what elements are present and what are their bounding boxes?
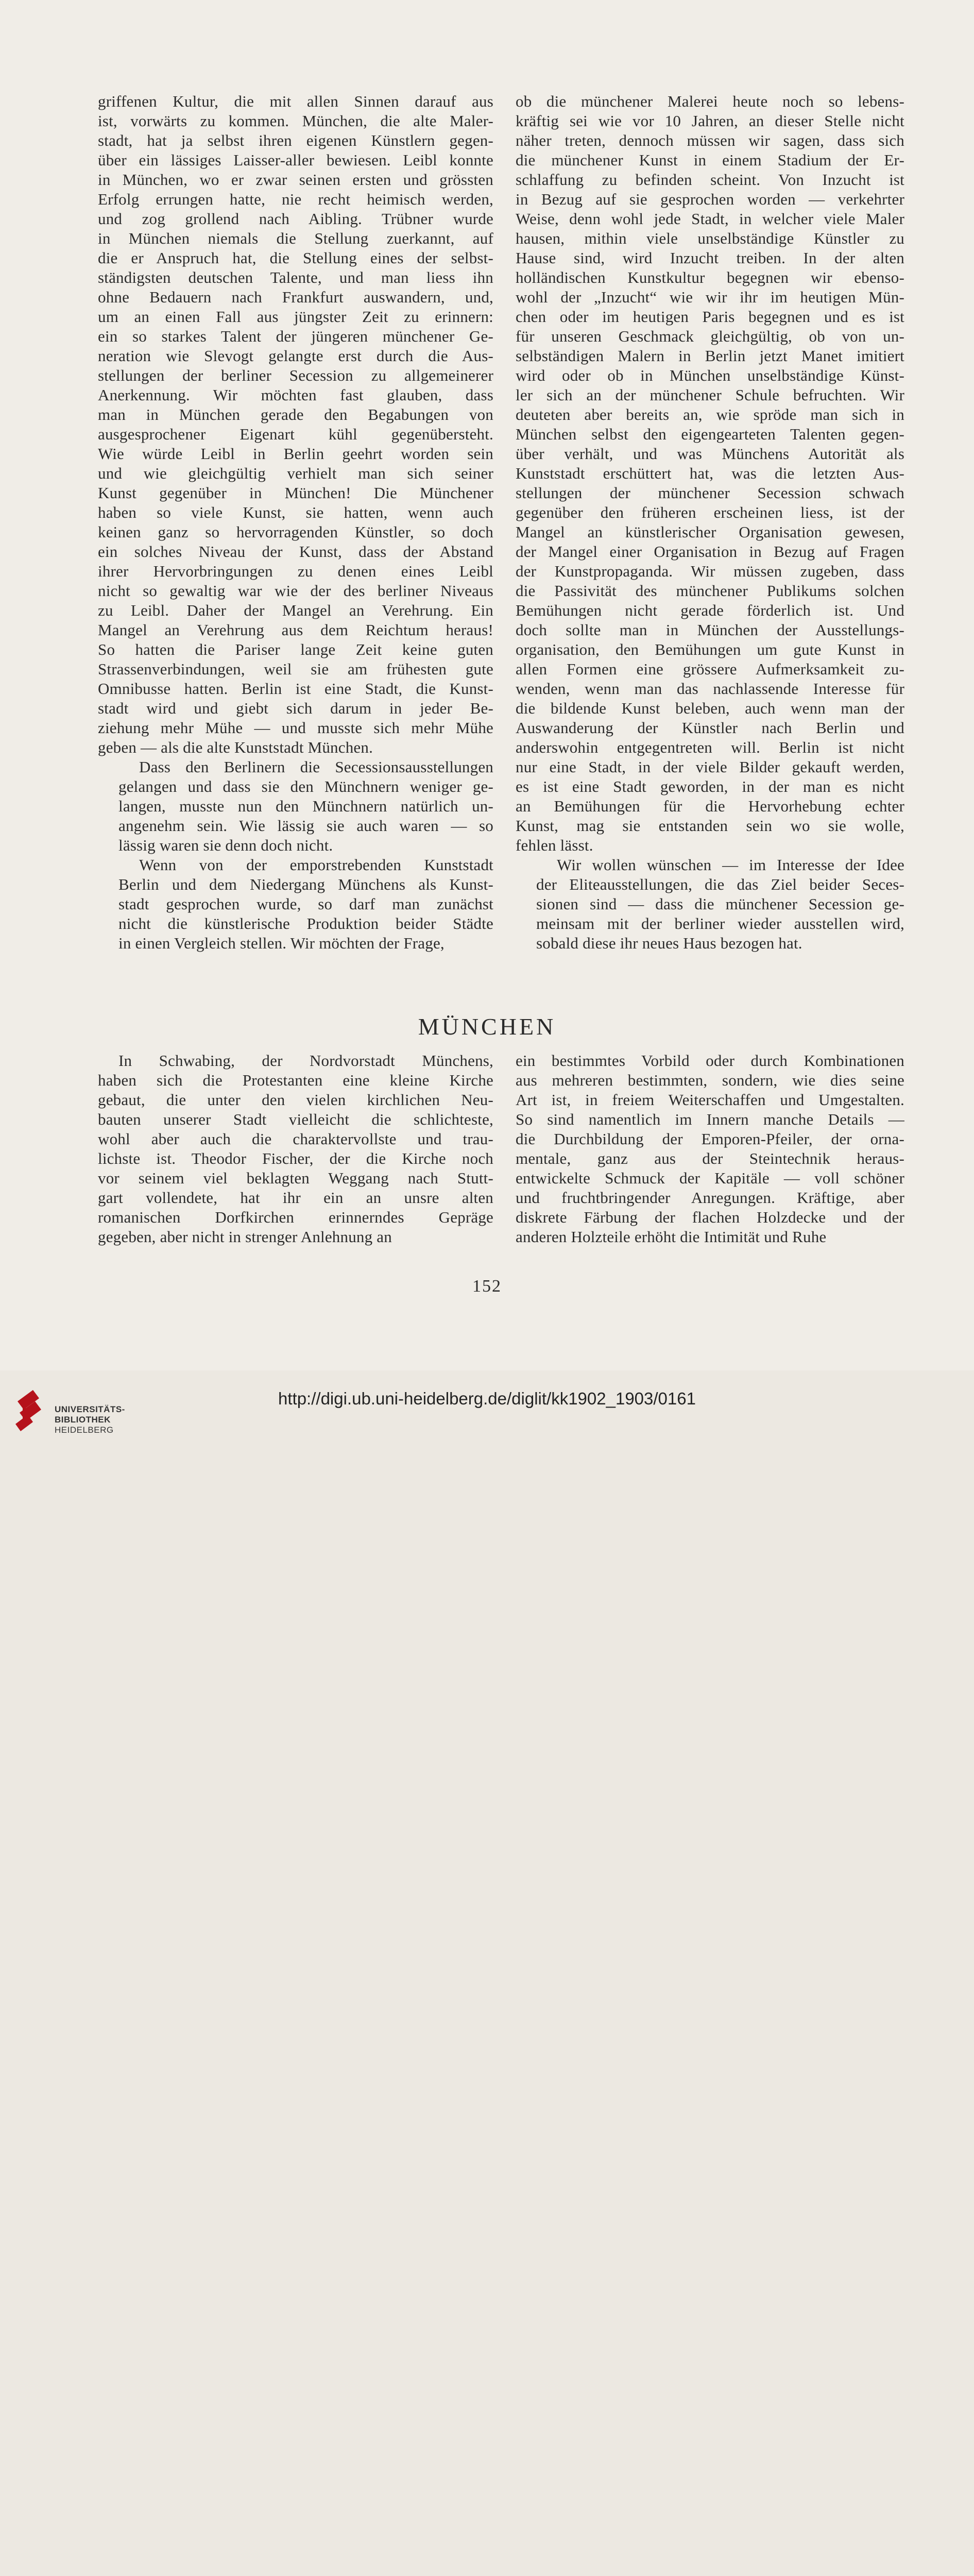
article-top-right-column [516,92,904,953]
text-line: ständigsten deutschen Talente, und man liess ihn [98,268,493,286]
text-line: wohl aber auch die charaktervollste und trau- [98,1130,493,1148]
text-line: der Mangel einer Organisation in Bezug auf Fragen [516,543,904,561]
library-name-line2: BIBLIOTHEK [55,1415,111,1425]
text-line: fehlen lässt. [516,836,593,854]
text-line: der Eliteausstellungen, die das Ziel beider Seces- [536,875,904,893]
paragraph [516,1051,904,1247]
permalink-url[interactable]: http://digi.ub.uni-heidelberg.de/diglit/kk1902_1903/0161 [278,1389,696,1408]
text-line: man in München gerade den Begabungen von [98,405,493,423]
text-line: ohne Bedauern nach Frankfurt auswandern, und, [98,288,493,306]
text-line: meinsam mit der berliner wieder ausstellen wird, [536,914,904,933]
text-line: die bildende Kunst beleben, auch wenn man der [516,699,904,717]
text-line: lichste ist. Theodor Fischer, der die Kirche noch [98,1149,493,1167]
text-line: Omnibusse hatten. Berlin ist eine Stadt, die Kunst- [98,680,493,698]
text-line: Auswanderung der Künstler nach Berlin und [516,719,904,737]
text-line: aus mehreren bestimmten, sondern, wie dies seine [516,1071,904,1089]
text-line: In Schwabing, der Nordvorstadt Münchens, [118,1052,493,1070]
text-line: Mangel an Verehrung aus dem Reichtum heraus! [98,621,493,639]
text-line: ist, vorwärts zu kommen. München, die alte Maler- [98,112,493,130]
text-line: bauten unserer Stadt vielleicht die schlichteste, [98,1110,493,1128]
text-line: gart vollendete, hat ihr ein an unsre alten [98,1189,493,1207]
text-line: Dass den Berlinern die Secessionsausstellungen [139,758,493,776]
text-line: haben so viele Kunst, sie hatten, wenn auch [98,503,493,521]
text-line: stellungen der münchener Secession schwach [516,484,904,502]
text-line: ausgesprochener Eigenart kühl gegenübersteht. [98,425,493,443]
text-line: geben — als die alte Kunststadt München. [98,738,373,756]
text-line: und zog grollend nach Aibling. Trübner wurde [98,210,493,228]
text-line: schlaffung zu befinden scheint. Von Inzucht ist [516,171,904,189]
text-line: So sind namentlich im Innern manche Details — [516,1110,904,1128]
paragraph [98,757,493,855]
text-line: Bemühungen nicht gerade förderlich ist. Und [516,601,904,619]
text-line: organisation, den Bemühungen um gute Kunst in [516,640,904,658]
text-line: gegenüber den früheren erscheinen liess, ist der [516,503,904,521]
text-line: die Passivität des münchener Publikums solchen [516,582,904,600]
text-line: ein so starkes Talent der jüngeren münchener Ge- [98,327,493,345]
text-line: sionen sind — dass die münchener Secession ge- [536,895,904,913]
text-line: chen oder im heutigen Paris begegnen und es ist [516,308,904,326]
text-line: haben sich die Protestanten eine kleine Kirche [98,1071,493,1089]
text-line: vor seinem viel beklagten Weggang nach Stutt- [98,1169,493,1187]
text-line: Kunst gegenüber in München! Die Münchener [98,484,493,502]
text-line: angenehm sein. Wie lässig sie auch waren — so [118,817,493,835]
text-line: die er Anspruch hat, die Stellung eines der selbst- [98,249,493,267]
article-bottom-right-column [516,1051,904,1247]
text-line: Kunststadt erschüttert hat, was die letzten Aus- [516,464,904,482]
text-line: wird oder ob in München unselbständige Künst- [516,366,904,384]
text-line: nicht so gewaltig war wie der des berliner Niveaus [98,582,493,600]
text-line: Hause sind, wird Inzucht treiben. In der alten [516,249,904,267]
text-line: München selbst den eigengearteten Talenten gegen- [516,425,904,443]
text-line: zu Leibl. Daher der Mangel an Verehrung. Ein [98,601,493,619]
text-line: ein bestimmtes Vorbild oder durch Kombinationen [516,1052,904,1070]
text-line: gelangen und dass sie den Münchnern weniger ge- [118,777,493,795]
paragraph [516,855,904,953]
text-line: Wenn von der emporstrebenden Kunststadt [139,856,493,874]
article-top-left-column [98,92,493,953]
text-line: nicht die künstlerische Produktion beider Städte [118,914,493,933]
text-line: ein solches Niveau der Kunst, dass der Abstand [98,543,493,561]
text-line: an Bemühungen für die Hervorhebung echter [516,797,904,815]
text-line: und fruchtbringender Anregungen. Kräftige, aber [516,1189,904,1207]
text-line: in München niemals die Stellung zuerkannt, auf [98,229,493,247]
text-line: stellungen der berliner Secession zu allgemeinerer [98,366,493,384]
text-line: Kunst, mag sie entstanden sein wo sie wolle, [516,817,904,835]
text-line: deuteten aber bereits an, wie spröde man sich in [516,405,904,423]
text-line: stadt wird und giebt sich darum in jeder Be- [98,699,493,717]
text-line: Art ist, in freiem Weiterschaffen und Umgestalten. [516,1091,904,1109]
text-line: über ein lässiges Laisser-aller bewiesen. Leibl konnte [98,151,493,169]
paragraph [516,92,904,855]
text-line: stadt gesprochen wurde, so darf man zunächst [118,895,493,913]
text-line: holländischen Kunstkultur begegnen wir ebenso- [516,268,904,286]
text-line: doch sollte man in München der Ausstellungs- [516,621,904,639]
text-line: entwickelte Schmuck der Kapitäle — voll schöner [516,1169,904,1187]
text-line: es ist eine Stadt geworden, in der man es nicht [516,777,904,795]
text-line: ihrer Hervorbringungen zu denen eines Leibl [98,562,493,580]
text-line: griffenen Kultur, die mit allen Sinnen darauf aus [98,92,493,110]
text-line: hausen, mithin viele unselbständige Künstler zu [516,229,904,247]
paragraph [98,855,493,953]
text-line: Mangel an künstlerischer Organisation gewesen, [516,523,904,541]
text-line: neration wie Slevogt gelangte erst durch die Aus- [98,347,493,365]
text-line: sobald diese ihr neues Haus bezogen hat. [536,934,802,952]
text-line: gegeben, aber nicht in strenger Anlehnung an [98,1228,392,1246]
text-line: romanischen Dorfkirchen erinnerndes Gepräge [98,1208,493,1226]
section-heading: MÜNCHEN [418,1013,556,1040]
text-line: mentale, ganz aus der Steintechnik heraus- [516,1149,904,1167]
text-line: allen Formen eine grössere Aufmerksamkeit zu- [516,660,904,678]
text-line: So hatten die Pariser lange Zeit keine guten [98,640,493,658]
paragraph [98,1051,493,1247]
text-line: ler sich an der münchener Schule befruchten. Wir [516,386,904,404]
text-line: Wie würde Leibl in Berlin geehrt worden sein [98,445,493,463]
text-line: diskrete Färbung der flachen Holzdecke und der [516,1208,904,1226]
text-line: Berlin und dem Niedergang Münchens als Kunst- [118,875,493,893]
article-bottom-left-column [98,1051,493,1247]
text-line: ziehung mehr Mühe — und musste sich mehr Mühe [98,719,493,737]
text-line: Weise, denn wohl jede Stadt, in welcher viele Maler [516,210,904,228]
library-name-line1: UNIVERSITÄTS- [55,1404,125,1414]
library-name-line3: HEIDELBERG [55,1425,114,1435]
text-line: näher treten, dennoch müssen wir sagen, dass sich [516,131,904,149]
text-line: in Bezug auf sie gesprochen worden — verkehrter [516,190,904,208]
page-number: 152 [472,1277,502,1296]
text-line: langen, musste nun den Münchnern natürlich un- [118,797,493,815]
text-line: über verhält, und was Münchens Autorität als [516,445,904,463]
text-line: stadt, hat ja selbst ihren eigenen Künstlern gegen- [98,131,493,149]
text-line: der Kunstpropaganda. Wir müssen zugeben, dass [516,562,904,580]
text-line: nur eine Stadt, in der viele Bilder gekauft werden, [516,758,904,776]
text-line: Wir wollen wünschen — im Interesse der Idee [557,856,904,874]
text-line: ob die münchener Malerei heute noch so lebens- [516,92,904,110]
text-line: in München, wo er zwar seinen ersten und grössten [98,171,493,189]
text-line: lässig waren sie denn doch nicht. [118,836,333,854]
text-line: Strassenverbindungen, weil sie am frühesten gute [98,660,493,678]
text-line: um an einen Fall aus jüngster Zeit zu erinnern: [98,308,493,326]
text-line: und wie gleichgültig verhielt man sich seiner [98,464,493,482]
paragraph [98,92,493,757]
text-line: die Durchbildung der Emporen-Pfeiler, der orna- [516,1130,904,1148]
text-line: anderswohin entgegentreten will. Berlin ist nicht [516,738,904,756]
text-line: anderen Holzteile erhöht die Intimität und Ruhe [516,1228,827,1246]
text-line: die münchener Kunst in einem Stadium der Er- [516,151,904,169]
text-line: wenden, wenn man das nachlassende Interesse für [516,680,904,698]
text-line: kräftig sei wie vor 10 Jahren, an dieser Stelle nicht [516,112,904,130]
text-line: selbständigen Malern in Berlin jetzt Manet imitiert [516,347,904,365]
text-line: in einen Vergleich stellen. Wir möchten der Frage, [118,934,445,952]
text-line: wohl der „Inzucht“ wie wir ihr im heutigen Mün- [516,288,904,306]
text-line: Erfolg errungen hatte, nie recht heimisch werden, [98,190,493,208]
text-line: für unseren Geschmack gleichgültig, ob von un- [516,327,904,345]
text-line: gebaut, die unter den vielen kirchlichen Neu- [98,1091,493,1109]
text-line: Anerkennung. Wir möchten fast glauben, dass [98,386,493,404]
text-line: keinen ganz so hervorragenden Künstler, so doch [98,523,493,541]
